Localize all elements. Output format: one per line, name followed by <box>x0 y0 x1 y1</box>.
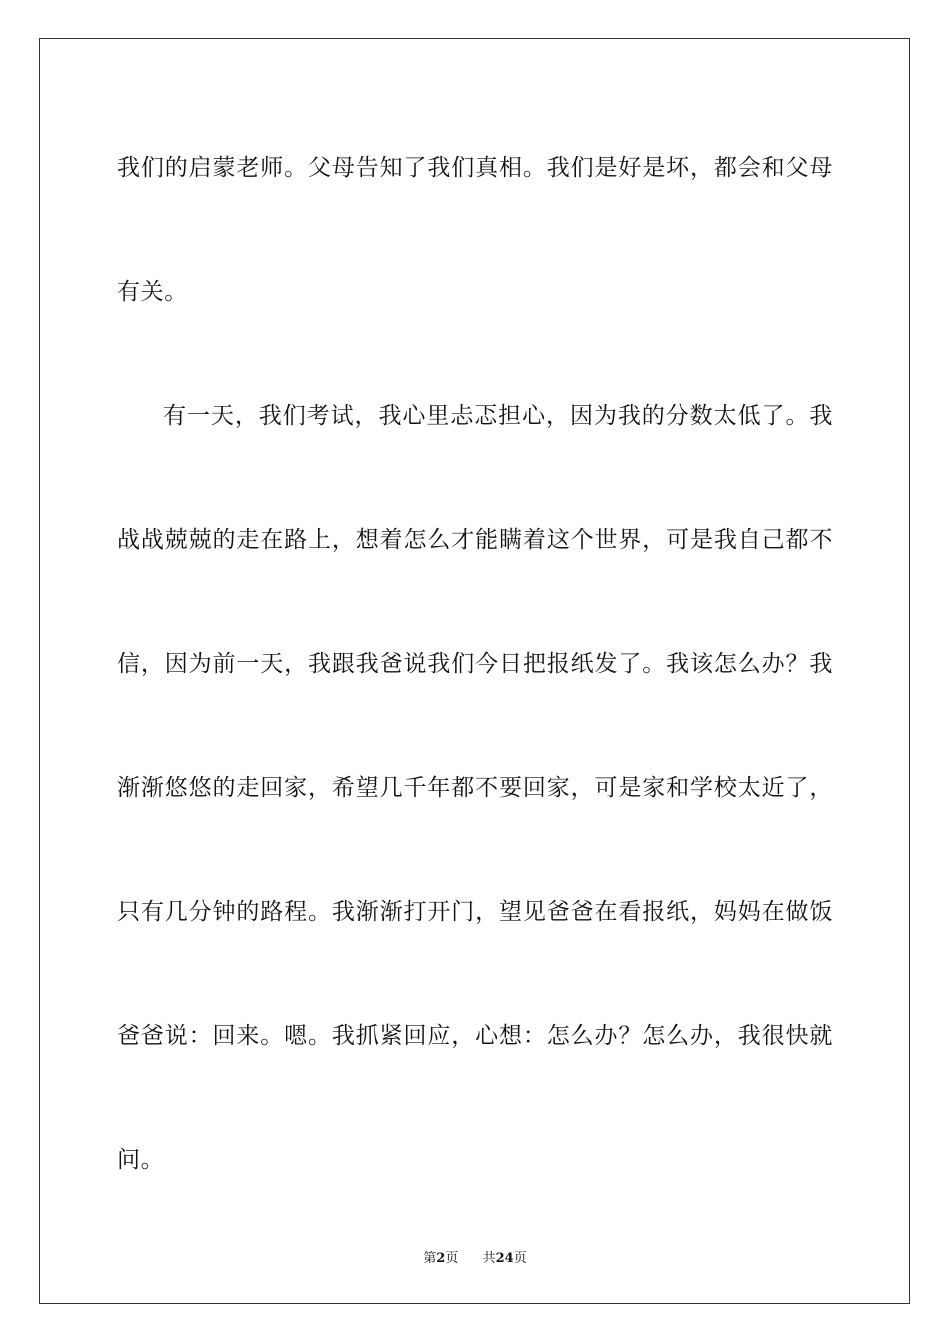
text-line-5: 信，因为前一天，我跟我爸说我们今日把报纸发了。我该怎么办？我 <box>117 651 833 677</box>
text-line-3: 有一天，我们考试，我心里忐忑担心，因为我的分数太低了。我 <box>163 403 833 429</box>
page-current: 2 <box>436 1251 446 1266</box>
total-count: 24 <box>495 1251 514 1266</box>
total-suffix: 页 <box>513 1251 527 1266</box>
text-line-7: 只有几分钟的路程。我渐渐打开门，望见爸爸在看报纸，妈妈在做饭 <box>117 899 833 925</box>
text-line-8: 爸爸说：回来。嗯。我抓紧回应，心想：怎么办？怎么办，我很快就 <box>117 1023 833 1049</box>
page-footer <box>0 1247 950 1266</box>
text-line-6: 渐渐悠悠的走回家，希望几千年都不要回家，可是家和学校太近了， <box>117 775 833 801</box>
text-line-4: 战战兢兢的走在路上，想着怎么才能瞒着这个世界，可是我自己都不 <box>117 527 833 553</box>
total-prefix: 共 <box>482 1251 496 1266</box>
page-prefix: 第 <box>423 1251 437 1266</box>
text-line-2: 有关。 <box>117 279 188 305</box>
page-suffix: 页 <box>445 1251 459 1266</box>
text-line-1: 我们的启蒙老师。父母告知了我们真相。我们是好是坏，都会和父母 <box>117 155 833 181</box>
page-number <box>423 1247 458 1266</box>
text-line-9: 问。 <box>117 1147 165 1173</box>
page-total <box>483 1247 527 1266</box>
document-body <box>117 148 833 1264</box>
